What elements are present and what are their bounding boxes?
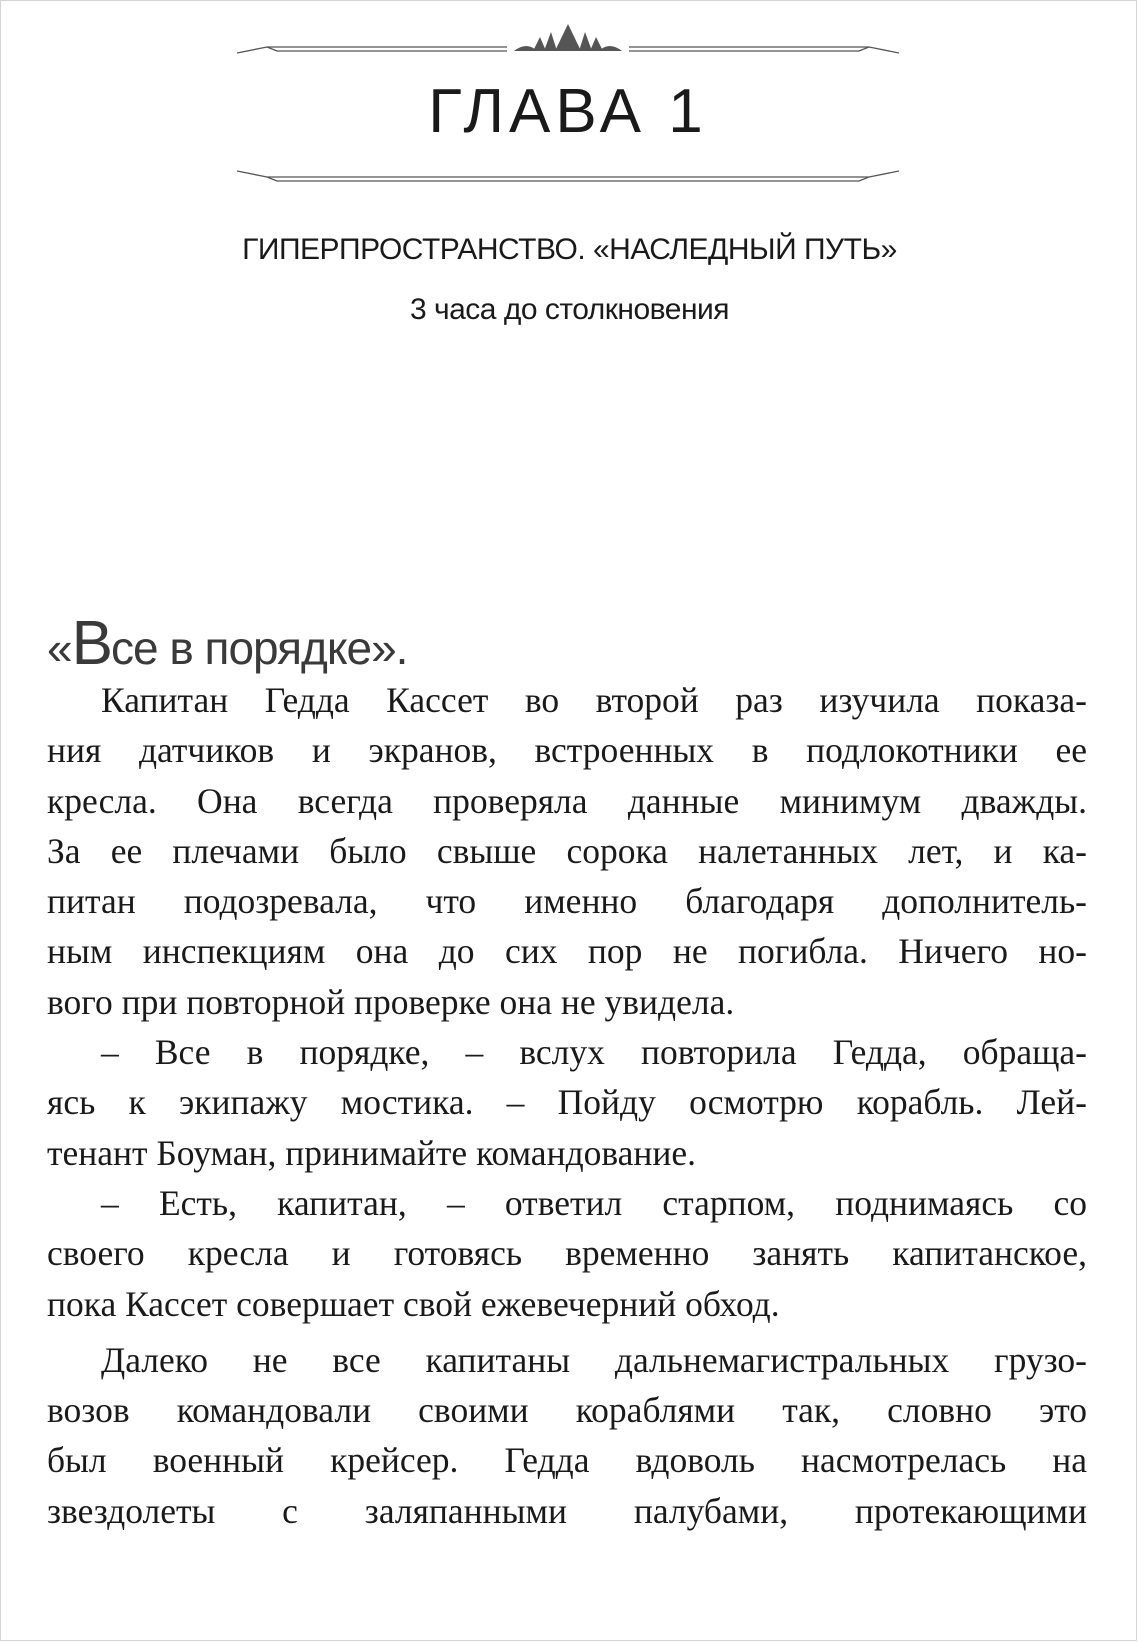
text-line: – Есть, капитан, – ответил старпом, поднимаясь со (101, 1182, 1087, 1223)
text-line: был военный крейсер. Гедда вдоволь насмотрелась на (47, 1440, 1087, 1481)
body-text (47, 675, 1087, 1536)
text-line: своего кресла и готовясь временно занять капитанское, (47, 1233, 1087, 1274)
text-line: ния датчиков и экранов, встроенных в подлокотники ее (47, 730, 1087, 771)
chapter-header-frame (237, 19, 899, 197)
chapter-timeline: 3 часа до столкновения (409, 293, 730, 326)
text-line: Далеко не все капитаны дальнемагистральных грузо- (101, 1339, 1087, 1380)
text-line: пока Кассет совершает свой ежевечерний обход. (47, 1283, 780, 1324)
text-line: За ее плечами было свыше сорока налетанных лет, и ка- (47, 830, 1087, 871)
text-line: кресла. Она всегда проверяла данные минимум дважды. (47, 780, 1087, 821)
text-line: ным инспекциям она до сих пор не погибла. Ничего но- (47, 931, 1087, 972)
drop-cap: В (71, 609, 111, 678)
text-line: питан подозревала, что именно благодаря дополнитель- (47, 881, 1087, 922)
lead-rest: се в порядке». (110, 622, 408, 674)
chapter-title: ГЛАВА 1 (428, 77, 708, 146)
lead-sentence (47, 609, 408, 678)
text-line: – Все в порядке, – вслух повторила Гедда, обраща- (101, 1032, 1087, 1073)
chapter-location: ГИПЕРПРОСТРАНСТВО. «НАСЛЕДНЫЙ ПУТЬ» (242, 233, 897, 266)
text-line: тенант Боуман, принимайте командование. (47, 1132, 697, 1173)
text-line: возов командовали своими кораблями так, словно это (47, 1390, 1087, 1431)
lead-open-quote: « (47, 622, 72, 674)
text-line: Капитан Гедда Кассет во второй раз изучила показа- (101, 680, 1087, 720)
text-line: звездолеты с заляпанными палубами, протекающими (47, 1490, 1087, 1531)
text-line: вого при повторной проверке она не увидела. (47, 981, 735, 1022)
text-line: ясь к экипажу мостика. – Пойду осмотрю корабль. Лей- (47, 1082, 1087, 1123)
